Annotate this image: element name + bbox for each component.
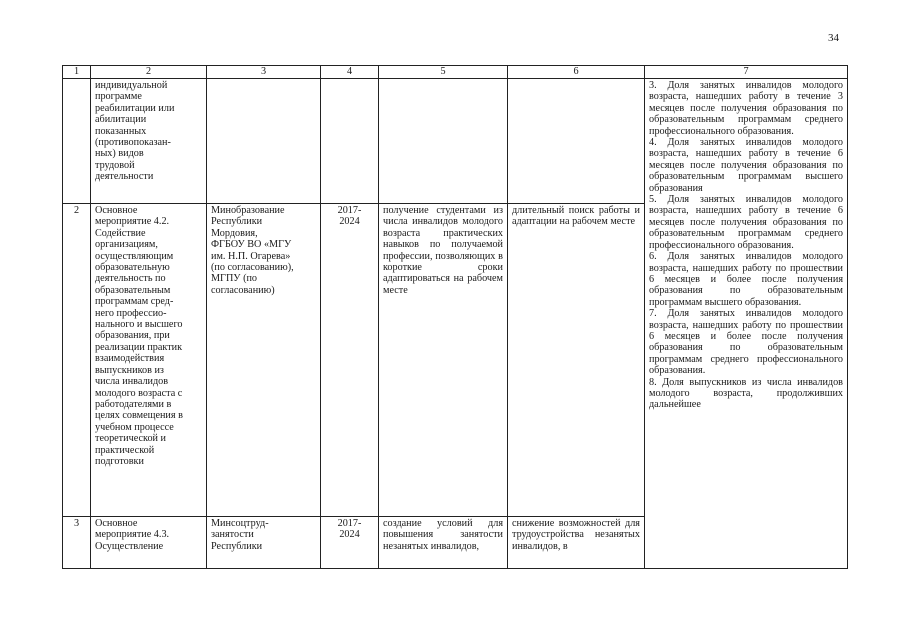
table-row — [63, 79, 848, 204]
column-number-1: 1 — [63, 66, 91, 79]
column-number-2: 2 — [91, 66, 207, 79]
measure-cell: Основное мероприятие 4.3. Осуществление — [91, 517, 207, 569]
row-number — [63, 79, 91, 204]
period-cell — [321, 79, 379, 204]
measure-cell: Основное мероприятие 4.2. Содействие организациям, осуществляющим образовательную деятельность по образовательным программам сред- него профессио- нального и высшего образования, при реализации практик взаимодействия выпускников из числа инвалидов молодого возраста с работодателями в целях совмещения в учебном процессе теоретической и практической подготовки — [91, 204, 207, 517]
column-number-7: 7 — [645, 66, 848, 79]
consequences-cell: длительный поиск работы и адаптации на рабочем месте — [508, 204, 645, 517]
period-cell: 2017- 2024 — [321, 204, 379, 517]
row-number: 2 — [63, 204, 91, 517]
column-number-5: 5 — [379, 66, 508, 79]
measures-table — [62, 65, 848, 569]
executor-cell — [207, 79, 321, 204]
row-number: 3 — [63, 517, 91, 569]
result-cell: получение студентами из числа инвалидов молодого возраста практических навыков по получаемой профессии, позволяющих в короткие сроки адаптироваться на рабочем месте — [379, 204, 508, 517]
consequences-cell — [508, 79, 645, 204]
column-number-3: 3 — [207, 66, 321, 79]
executor-cell: Минобразование Республики Мордовия, ФГБОУ ВО «МГУ им. Н.П. Огарева» (по согласованию), МГПУ (по согласованию) — [207, 204, 321, 517]
executor-cell: Минсоцтруд- занятости Республики — [207, 517, 321, 569]
column-number-header-row — [63, 66, 848, 79]
period-cell: 2017- 2024 — [321, 517, 379, 569]
column-number-4: 4 — [321, 66, 379, 79]
column-number-6: 6 — [508, 66, 645, 79]
result-cell: создание условий для повышения занятости незанятых инвалидов, — [379, 517, 508, 569]
page-number: 34 — [828, 32, 839, 44]
result-cell — [379, 79, 508, 204]
consequences-cell: снижение возможностей для трудоустройства незанятых инвалидов, в — [508, 517, 645, 569]
indicators-cell: 3. Доля занятых инвалидов молодого возраста, нашедших работу в течение 3 месяцев после получения образования по образовательным программам среднего профессионального образования. 4. Доля занятых инвалидов молодого возраста, нашедших работу в течение 6 месяцев после получения образования по образовательным программам высшего образования 5. Доля занятых инвалидов молодого возраста, нашедших работу в течение 6 месяцев после получения образования по образовательным программам среднего профессионального образования. 6. Доля занятых инвалидов молодого возраста, нашедших работу по прошествии 6 месяцев и более после получения образования по образовательным программам высшего образования. 7. Доля занятых инвалидов молодого возраста, нашедших работу по прошествии 6 месяцев и более после получения образования по образовательным программам среднего профессионального образования. 8. Доля выпускников из числа инвалидов молодого возраста, продолживших дальнейшее — [645, 79, 848, 569]
measure-cell: индивидуальной программе реабилитации или абилитации показанных (противопоказан- ных) видов трудовой деятельности — [91, 79, 207, 204]
